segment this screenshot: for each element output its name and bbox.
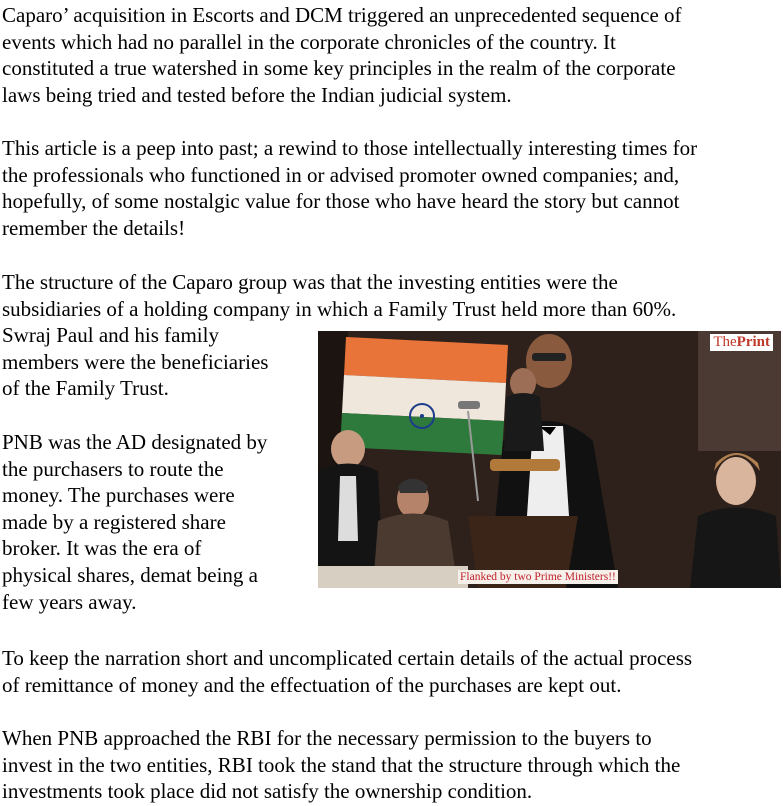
paragraph-peep-into-past: This article is a peep into past; a rewind to those intellectually interesting times for the professionals who functioned in or advised promoter owned companies; and, hopefully, of some nostalgic value for those who have heard the story but cannot remember the details! bbox=[2, 136, 698, 240]
paragraph-pnb-ad: PNB was the AD designated by the purchasers to route the money. The purchases were made by a registered share broker. It was the era of physical shares, demat being a few years away. bbox=[2, 430, 268, 614]
brand-the-text: The bbox=[713, 334, 737, 350]
paragraph-caparo-structure: The structure of the Caparo group was that the investing entities were the subsidiaries of a holding company in which a Family Trust held more than 60%. bbox=[2, 270, 677, 321]
the-print-logo bbox=[710, 334, 773, 351]
photo-caption: Flanked by two Prime Ministers!! bbox=[460, 571, 616, 583]
paragraph-family-trust: Swraj Paul and his family members were the beneficiaries of the Family Trust. bbox=[2, 323, 269, 401]
paragraph-narration-note: To keep the narration short and uncomplicated certain details of the actual process of remittance of money and the effectuation of the purchases are kept out. bbox=[2, 646, 693, 697]
article-photo bbox=[318, 331, 781, 588]
brand-print-text: Print bbox=[736, 334, 770, 350]
photo-illustration bbox=[318, 331, 781, 588]
paragraph-rbi-stand: When PNB approached the RBI for the necessary permission to the buyers to invest in the two entities, RBI took the stand that the structure through which the investments took place did not satisfy the ownership condition. bbox=[2, 726, 681, 804]
flag-illustration bbox=[340, 337, 508, 455]
paragraph-intro: Caparo’ acquisition in Escorts and DCM triggered an unprecedented sequence of events which had no parallel in the corporate chronicles of the country. It constituted a true watershed in some key principles in the realm of the corporate laws being tried and tested before the Indian judicial system. bbox=[2, 3, 682, 107]
